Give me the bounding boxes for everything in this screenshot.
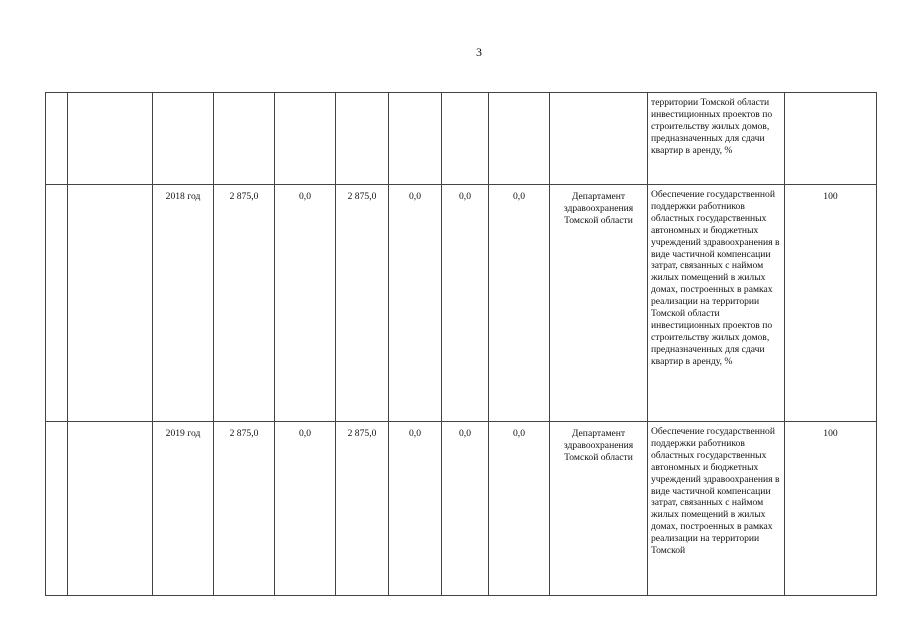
cell-local: 0,0 (389, 422, 442, 596)
cell-indicator: территории Томской области инвестиционных проектов по строительству жилых домов, предназначенных для сдачи квартир в аренду, % (648, 93, 785, 185)
cell-year (153, 93, 214, 185)
cell-local: 0,0 (389, 185, 442, 422)
cell-name (68, 422, 153, 596)
cell-extra: 0,0 (442, 185, 489, 422)
cell-other (489, 93, 550, 185)
cell-department: Департамент здравоохранения Томской области (550, 422, 648, 596)
cell-value: 100 (785, 185, 877, 422)
cell-year: 2018 год (153, 185, 214, 422)
table-row (46, 185, 877, 422)
cell-value: 100 (785, 422, 877, 596)
cell-federal: 0,0 (275, 185, 336, 422)
cell-name (68, 93, 153, 185)
cell-indicator: Обеспечение государственной поддержки работников областных государственных автономных и бюджетных учреждений здравоохранения в виде частичной компенсации затрат, связанных с наймом жилых помещений в жилых домах, построенных в рамках реализации на территории Томской (648, 422, 785, 596)
cell-other: 0,0 (489, 422, 550, 596)
table-row (46, 93, 877, 185)
cell-federal: 0,0 (275, 422, 336, 596)
cell-regional (336, 93, 389, 185)
cell-index (46, 93, 68, 185)
cell-regional: 2 875,0 (336, 422, 389, 596)
cell-extra (442, 93, 489, 185)
cell-department (550, 93, 648, 185)
cell-name (68, 185, 153, 422)
cell-value (785, 93, 877, 185)
page-number: 3 (476, 45, 482, 59)
cell-indicator: Обеспечение государственной поддержки работников областных государственных автономных и бюджетных учреждений здравоохранения в виде частичной компенсации затрат, связанных с наймом жилых помещений в жилых домах, построенных в рамках реализации на территории Томской области инвестиционных проектов по строительству жилых домов, предназначенных для сдачи квартир в аренду, % (648, 185, 785, 422)
cell-index (46, 422, 68, 596)
cell-extra: 0,0 (442, 422, 489, 596)
program-table (45, 92, 877, 596)
cell-department: Департамент здравоохранения Томской области (550, 185, 648, 422)
cell-total: 2 875,0 (214, 185, 275, 422)
cell-total (214, 93, 275, 185)
cell-index (46, 185, 68, 422)
cell-local (389, 93, 442, 185)
table-row (46, 422, 877, 596)
cell-federal (275, 93, 336, 185)
cell-regional: 2 875,0 (336, 185, 389, 422)
cell-other: 0,0 (489, 185, 550, 422)
cell-total: 2 875,0 (214, 422, 275, 596)
cell-year: 2019 год (153, 422, 214, 596)
